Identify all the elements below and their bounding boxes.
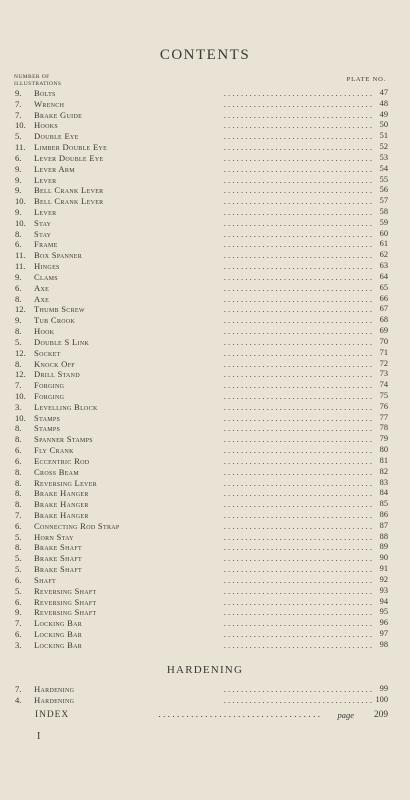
dot-leader: . . . . . . . . . . . . . . . . . . . . . . . . . . . . . . . . . . . xyxy=(223,261,372,272)
dot-leader: . . . . . . . . . . . . . . . . . . . . . . . . . . . . . . . . . . . xyxy=(223,423,372,434)
plate-number: 86 xyxy=(379,509,388,519)
plate-number: 100 xyxy=(375,695,388,705)
list-item xyxy=(0,586,410,597)
plate-number: 78 xyxy=(379,423,388,433)
plate-number: 96 xyxy=(379,618,388,628)
illustration-count: 5. xyxy=(15,564,22,575)
entry-title: Stay xyxy=(34,228,52,239)
dot-leader: . . . . . . . . . . . . . . . . . . . . . . . . . . . . . . . . . . . xyxy=(223,585,372,596)
dot-leader: . . . . . . . . . . . . . . . . . . . . . . . . . . . . . . . . . . . xyxy=(223,684,372,694)
illustration-count: 8. xyxy=(15,499,22,510)
entry-title: Forging xyxy=(34,380,65,391)
dot-leader: . . . . . . . . . . . . . . . . . . . . . . . . . . . . . . . . . . . xyxy=(223,207,372,218)
dot-leader: . . . . . . . . . . . . . . . . . . . . . . . . . . . . . . . . . . . xyxy=(223,163,372,174)
entry-title: Hardening xyxy=(34,695,75,706)
illustration-count: 8. xyxy=(15,542,22,553)
header-number-of-illustrations xyxy=(14,74,61,87)
list-item xyxy=(0,348,410,359)
dot-leader: . . . . . . . . . . . . . . . . . . . . . . . . . . . . . . . . . . . xyxy=(223,217,372,228)
illustration-count: 8. xyxy=(15,293,22,304)
list-item xyxy=(0,542,410,553)
illustration-count: 6. xyxy=(15,282,22,293)
plate-number: 85 xyxy=(379,499,388,509)
illustration-count: 5. xyxy=(15,585,22,596)
entry-title: Levelling Block xyxy=(34,401,98,412)
entry-title: Eccentric Rod xyxy=(34,455,90,466)
plate-number: 69 xyxy=(379,326,388,336)
dot-leader: . . . . . . . . . . . . . . . . . . . . . . . . . . . . . . . . . . . xyxy=(223,607,372,618)
list-item xyxy=(0,629,410,640)
index-entry xyxy=(0,709,410,721)
illustration-count: 6. xyxy=(15,574,22,585)
list-item xyxy=(0,423,410,434)
dot-leader: . . . . . . . . . . . . . . . . . . . . . . . . . . . . . . . . . . . xyxy=(223,466,372,477)
dot-leader: . . . . . . . . . . . . . . . . . . . . . . . . . . . . . . . . . . . xyxy=(223,315,372,326)
dot-leader: . . . . . . . . . . . . . . . . . . . . . . . . . . . . . . . . . . . xyxy=(223,239,372,250)
plate-number: 81 xyxy=(379,455,388,465)
dot-leader: . . . . . . . . . . . . . . . . . . . . . . . . . . . . . . . . . . . xyxy=(223,488,372,499)
dot-leader: . . . . . . . . . . . . . . . . . . . . . . . . . . . . . . . . . . . xyxy=(223,509,372,520)
dot-leader: . . . . . . . . . . . . . . . . . . . . . . . . . . . . . . . . . . . xyxy=(158,710,320,720)
plate-number: 74 xyxy=(379,380,388,390)
plate-number: 47 xyxy=(379,88,388,97)
plate-number: 66 xyxy=(379,293,388,303)
entry-title: Hook xyxy=(34,326,55,337)
illustration-count: 5. xyxy=(15,336,22,347)
entry-title: Lever Double Eye xyxy=(34,152,104,163)
entry-title: Bell Crank Lever xyxy=(34,196,104,207)
list-item xyxy=(0,413,410,424)
list-item xyxy=(0,380,410,391)
list-item xyxy=(0,185,410,196)
list-item xyxy=(0,456,410,467)
illustration-count: 12. xyxy=(15,347,26,358)
list-item xyxy=(0,120,410,131)
entry-title: Brake Guide xyxy=(34,109,83,120)
illustration-count: 4. xyxy=(15,695,22,706)
illustration-count: 8. xyxy=(15,228,22,239)
illustration-count: 9. xyxy=(15,271,22,282)
list-item xyxy=(0,239,410,250)
dot-leader: . . . . . . . . . . . . . . . . . . . . . . . . . . . . . . . . . . . xyxy=(223,152,372,163)
list-item xyxy=(0,315,410,326)
plate-number: 88 xyxy=(379,531,388,541)
plate-number: 65 xyxy=(379,282,388,292)
entry-title: Forging xyxy=(34,390,65,401)
entry-title: Cross Beam xyxy=(34,466,79,477)
entry-title: Reversing Shaft xyxy=(34,607,97,618)
entry-title: Axe xyxy=(34,293,50,304)
entry-title: Wrench xyxy=(34,98,65,109)
plate-number: 53 xyxy=(379,152,388,162)
entry-title: Bolts xyxy=(34,88,56,98)
list-item xyxy=(0,110,410,121)
list-item xyxy=(0,445,410,456)
list-item xyxy=(0,272,410,283)
plate-number: 95 xyxy=(379,607,388,617)
plate-number: 49 xyxy=(379,109,388,119)
illustration-count: 11. xyxy=(15,250,26,261)
dot-leader: . . . . . . . . . . . . . . . . . . . . . . . . . . . . . . . . . . . xyxy=(223,412,372,423)
list-item xyxy=(0,467,410,478)
entry-title: Brake Shaft xyxy=(34,553,82,564)
list-item xyxy=(0,532,410,543)
plate-number: 62 xyxy=(379,250,388,260)
entry-title: Hinges xyxy=(34,261,60,272)
list-item xyxy=(0,695,410,706)
list-item xyxy=(0,326,410,337)
entry-title: Locking Bar xyxy=(34,629,83,639)
dot-leader: . . . . . . . . . . . . . . . . . . . . . . . . . . . . . . . . . . . xyxy=(223,293,372,304)
plate-number: 61 xyxy=(379,239,388,249)
plate-number: 89 xyxy=(379,542,388,552)
entry-title: Stamps xyxy=(34,412,61,423)
entry-title: Tub Crook xyxy=(34,315,76,326)
illustration-count: 6. xyxy=(15,239,22,250)
plate-number: 70 xyxy=(379,336,388,346)
dot-leader: . . . . . . . . . . . . . . . . . . . . . . . . . . . . . . . . . . . xyxy=(223,531,372,542)
plate-number: 99 xyxy=(379,684,388,693)
index-label: INDEX xyxy=(35,710,70,720)
plate-number: 71 xyxy=(379,347,388,357)
illustration-count: 8. xyxy=(15,466,22,477)
entry-title: Brake Hanger xyxy=(34,488,89,499)
dot-leader: . . . . . . . . . . . . . . . . . . . . . . . . . . . . . . . . . . . xyxy=(223,639,372,650)
illustration-count: 7. xyxy=(15,109,22,120)
entry-title: Reversing Shaft xyxy=(34,585,97,596)
plate-number: 84 xyxy=(379,488,388,498)
folio-number: I xyxy=(37,731,41,742)
list-item xyxy=(0,142,410,153)
plate-number: 63 xyxy=(379,261,388,271)
entry-title: Brake Hanger xyxy=(34,499,89,510)
entry-title: Spanner Stamps xyxy=(34,434,93,445)
entry-title: Stamps xyxy=(34,423,61,434)
illustration-count: 5. xyxy=(15,131,22,142)
dot-leader: . . . . . . . . . . . . . . . . . . . . . . . . . . . . . . . . . . . xyxy=(223,185,372,196)
entry-title: Hooks xyxy=(34,120,59,131)
illustration-count: 10. xyxy=(15,217,26,228)
entry-title: Brake Shaft xyxy=(34,564,82,575)
list-item xyxy=(0,369,410,380)
dot-leader: . . . . . . . . . . . . . . . . . . . . . . . . . . . . . . . . . . . xyxy=(223,455,372,466)
plate-number: 72 xyxy=(379,358,388,368)
list-item xyxy=(0,521,410,532)
dot-leader: . . . . . . . . . . . . . . . . . . . . . . . . . . . . . . . . . . . xyxy=(223,304,372,315)
section-title: HARDENING xyxy=(166,664,244,676)
list-item xyxy=(0,684,410,695)
dot-leader: . . . . . . . . . . . . . . . . . . . . . . . . . . . . . . . . . . . xyxy=(223,520,372,531)
entry-title: Locking Bar xyxy=(34,618,83,629)
dot-leader: . . . . . . . . . . . . . . . . . . . . . . . . . . . . . . . . . . . xyxy=(223,131,372,142)
list-item xyxy=(0,229,410,240)
dot-leader: . . . . . . . . . . . . . . . . . . . . . . . . . . . . . . . . . . . xyxy=(223,477,372,488)
plate-number: 51 xyxy=(379,131,388,141)
dot-leader: . . . . . . . . . . . . . . . . . . . . . . . . . . . . . . . . . . . xyxy=(223,326,372,337)
illustration-count: 6. xyxy=(15,520,22,531)
list-item xyxy=(0,607,410,618)
entry-title: Socket xyxy=(34,347,61,358)
illustration-count: 8. xyxy=(15,488,22,499)
dot-leader: . . . . . . . . . . . . . . . . . . . . . . . . . . . . . . . . . . . xyxy=(223,390,372,401)
plate-number: 73 xyxy=(379,369,388,379)
illustration-count: 6. xyxy=(15,629,22,639)
list-item xyxy=(0,88,410,99)
list-item xyxy=(0,564,410,575)
dot-leader: . . . . . . . . . . . . . . . . . . . . . . . . . . . . . . . . . . . xyxy=(223,336,372,347)
illustration-count: 12. xyxy=(15,369,26,380)
list-item xyxy=(0,283,410,294)
list-item xyxy=(0,553,410,564)
plate-number: 54 xyxy=(379,163,388,173)
dot-leader: . . . . . . . . . . . . . . . . . . . . . . . . . . . . . . . . . . . xyxy=(223,120,372,131)
illustration-count: 5. xyxy=(15,531,22,542)
plate-number: 87 xyxy=(379,520,388,530)
entry-title: Double S Link xyxy=(34,336,90,347)
list-item xyxy=(0,304,410,315)
plate-number: 68 xyxy=(379,315,388,325)
list-item xyxy=(0,391,410,402)
list-item xyxy=(0,196,410,207)
entry-title: Locking Bar xyxy=(34,639,83,650)
dot-leader: . . . . . . . . . . . . . . . . . . . . . . . . . . . . . . . . . . . xyxy=(223,401,372,412)
list-item xyxy=(0,359,410,370)
illustration-count: 10. xyxy=(15,120,26,131)
header-left-line: NUMBER OF xyxy=(14,74,50,80)
dot-leader: . . . . . . . . . . . . . . . . . . . . . . . . . . . . . . . . . . . xyxy=(223,358,372,369)
illustration-count: 8. xyxy=(15,477,22,488)
entry-title: Knock Off xyxy=(34,358,75,369)
list-item xyxy=(0,575,410,586)
entry-title: Shaft xyxy=(34,574,56,585)
plate-number: 93 xyxy=(379,585,388,595)
entry-title: Brake Shaft xyxy=(34,542,82,553)
index-page-label: page xyxy=(337,710,354,720)
entry-title: Reversing Lever xyxy=(34,477,97,488)
dot-leader: . . . . . . . . . . . . . . . . . . . . . . . . . . . . . . . . . . . xyxy=(223,542,372,553)
list-item xyxy=(0,153,410,164)
entry-title: Drill Stand xyxy=(34,369,80,380)
illustration-count: 6. xyxy=(15,455,22,466)
entry-title: Fly Crank xyxy=(34,445,74,456)
plate-number: 52 xyxy=(379,142,388,152)
illustration-count: 6. xyxy=(15,596,22,607)
plate-number: 67 xyxy=(379,304,388,314)
dot-leader: . . . . . . . . . . . . . . . . . . . . . . . . . . . . . . . . . . . xyxy=(223,196,372,207)
header-plate-no: PLATE NO. xyxy=(346,76,386,83)
list-item xyxy=(0,164,410,175)
illustration-count: 9. xyxy=(15,174,22,185)
dot-leader: . . . . . . . . . . . . . . . . . . . . . . . . . . . . . . . . . . . xyxy=(223,553,372,564)
entry-title: Lever xyxy=(34,207,57,218)
illustration-count: 10. xyxy=(15,412,26,423)
illustration-count: 8. xyxy=(15,434,22,445)
illustration-count: 9. xyxy=(15,315,22,326)
list-item xyxy=(0,618,410,629)
list-item xyxy=(0,488,410,499)
dot-leader: . . . . . . . . . . . . . . . . . . . . . . . . . . . . . . . . . . . xyxy=(223,695,372,706)
illustration-count: 8. xyxy=(15,326,22,337)
entry-title: Lever xyxy=(34,174,57,185)
dot-leader: . . . . . . . . . . . . . . . . . . . . . . . . . . . . . . . . . . . xyxy=(223,629,372,639)
dot-leader: . . . . . . . . . . . . . . . . . . . . . . . . . . . . . . . . . . . xyxy=(223,596,372,607)
index-page-number: 209 xyxy=(373,710,388,720)
illustration-count: 11. xyxy=(15,142,26,153)
dot-leader: . . . . . . . . . . . . . . . . . . . . . . . . . . . . . . . . . . . xyxy=(223,434,372,445)
dot-leader: . . . . . . . . . . . . . . . . . . . . . . . . . . . . . . . . . . . xyxy=(223,174,372,185)
dot-leader: . . . . . . . . . . . . . . . . . . . . . . . . . . . . . . . . . . . xyxy=(223,574,372,585)
plate-number: 56 xyxy=(379,185,388,195)
plate-number: 50 xyxy=(379,120,388,130)
plate-number: 77 xyxy=(379,412,388,422)
list-item xyxy=(0,478,410,489)
list-item xyxy=(0,402,410,413)
header-left-line: ILLUSTRATIONS xyxy=(14,80,62,87)
list-item xyxy=(0,434,410,445)
entry-title: Horn Stay xyxy=(34,531,74,542)
dot-leader: . . . . . . . . . . . . . . . . . . . . . . . . . . . . . . . . . . . xyxy=(223,228,372,239)
illustration-count: 9. xyxy=(15,207,22,218)
entry-title: Box Spanner xyxy=(34,250,83,261)
plate-number: 91 xyxy=(379,564,388,574)
entry-title: Limber Double Eye xyxy=(34,142,108,153)
dot-leader: . . . . . . . . . . . . . . . . . . . . . . . . . . . . . . . . . . . xyxy=(223,142,372,153)
plate-number: 55 xyxy=(379,174,388,184)
list-item xyxy=(0,510,410,521)
entry-title: Stay xyxy=(34,217,52,228)
illustration-count: 9. xyxy=(15,607,22,618)
plate-number: 59 xyxy=(379,217,388,227)
plate-number: 76 xyxy=(379,401,388,411)
plate-number: 92 xyxy=(379,574,388,584)
plate-number: 97 xyxy=(379,629,388,638)
illustration-count: 11. xyxy=(15,261,26,272)
dot-leader: . . . . . . . . . . . . . . . . . . . . . . . . . . . . . . . . . . . xyxy=(223,618,372,629)
entry-title: Frame xyxy=(34,239,58,250)
illustration-count: 12. xyxy=(15,304,26,315)
entry-title: Thumb Screw xyxy=(34,304,85,315)
illustration-count: 3. xyxy=(15,401,22,412)
illustration-count: 6. xyxy=(15,152,22,163)
dot-leader: . . . . . . . . . . . . . . . . . . . . . . . . . . . . . . . . . . . xyxy=(223,499,372,510)
list-item xyxy=(0,218,410,229)
plate-number: 75 xyxy=(379,390,388,400)
plate-number: 57 xyxy=(379,196,388,206)
entry-title: Double Eye xyxy=(34,131,79,142)
illustration-count: 7. xyxy=(15,618,22,629)
plate-number: 82 xyxy=(379,466,388,476)
dot-leader: . . . . . . . . . . . . . . . . . . . . . . . . . . . . . . . . . . . xyxy=(223,88,372,98)
list-item xyxy=(0,640,410,651)
illustration-count: 8. xyxy=(15,358,22,369)
list-item xyxy=(0,499,410,510)
dot-leader: . . . . . . . . . . . . . . . . . . . . . . . . . . . . . . . . . . . xyxy=(223,271,372,282)
plate-number: 94 xyxy=(379,596,388,606)
dot-leader: . . . . . . . . . . . . . . . . . . . . . . . . . . . . . . . . . . . xyxy=(223,445,372,456)
list-item xyxy=(0,175,410,186)
illustration-count: 7. xyxy=(15,98,22,109)
dot-leader: . . . . . . . . . . . . . . . . . . . . . . . . . . . . . . . . . . . xyxy=(223,369,372,380)
entry-title: Connecting Rod Strap xyxy=(34,520,120,531)
dot-leader: . . . . . . . . . . . . . . . . . . . . . . . . . . . . . . . . . . . xyxy=(223,109,372,120)
entry-title: Brake Hanger xyxy=(34,509,89,520)
plate-number: 83 xyxy=(379,477,388,487)
illustration-count: 3. xyxy=(15,639,22,650)
dot-leader: . . . . . . . . . . . . . . . . . . . . . . . . . . . . . . . . . . . xyxy=(223,98,372,109)
illustration-count: 8. xyxy=(15,423,22,434)
page-title: CONTENTS xyxy=(159,47,251,63)
entry-title: Lever Arm xyxy=(34,163,75,174)
illustration-count: 9. xyxy=(15,163,22,174)
dot-leader: . . . . . . . . . . . . . . . . . . . . . . . . . . . . . . . . . . . xyxy=(223,250,372,261)
entry-title: Bell Crank Lever xyxy=(34,185,104,196)
illustration-count: 6. xyxy=(15,445,22,456)
list-item xyxy=(0,337,410,348)
list-item xyxy=(0,597,410,608)
plate-number: 79 xyxy=(379,434,388,444)
entry-title: Clams xyxy=(34,271,58,282)
plate-number: 90 xyxy=(379,553,388,563)
illustration-count: 7. xyxy=(15,684,22,694)
entry-title: Reversing Shaft xyxy=(34,596,97,607)
illustration-count: 10. xyxy=(15,390,26,401)
illustration-count: 9. xyxy=(15,185,22,196)
illustration-count: 9. xyxy=(15,88,22,98)
illustration-count: 10. xyxy=(15,196,26,207)
illustration-count: 7. xyxy=(15,509,22,520)
dot-leader: . . . . . . . . . . . . . . . . . . . . . . . . . . . . . . . . . . . xyxy=(223,282,372,293)
list-item xyxy=(0,131,410,142)
plate-number: 64 xyxy=(379,271,388,281)
plate-number: 60 xyxy=(379,228,388,238)
list-item xyxy=(0,99,410,110)
list-item xyxy=(0,207,410,218)
list-item xyxy=(0,250,410,261)
illustration-count: 7. xyxy=(15,380,22,391)
plate-number: 58 xyxy=(379,207,388,217)
plate-number: 98 xyxy=(379,639,388,649)
entry-title: Hardening xyxy=(34,684,75,694)
list-item xyxy=(0,294,410,305)
dot-leader: . . . . . . . . . . . . . . . . . . . . . . . . . . . . . . . . . . . xyxy=(223,564,372,575)
illustration-count: 5. xyxy=(15,553,22,564)
list-item xyxy=(0,261,410,272)
dot-leader: . . . . . . . . . . . . . . . . . . . . . . . . . . . . . . . . . . . xyxy=(223,380,372,391)
plate-number: 48 xyxy=(379,98,388,108)
plate-number: 80 xyxy=(379,445,388,455)
entry-title: Axe xyxy=(34,282,50,293)
dot-leader: . . . . . . . . . . . . . . . . . . . . . . . . . . . . . . . . . . . xyxy=(223,347,372,358)
